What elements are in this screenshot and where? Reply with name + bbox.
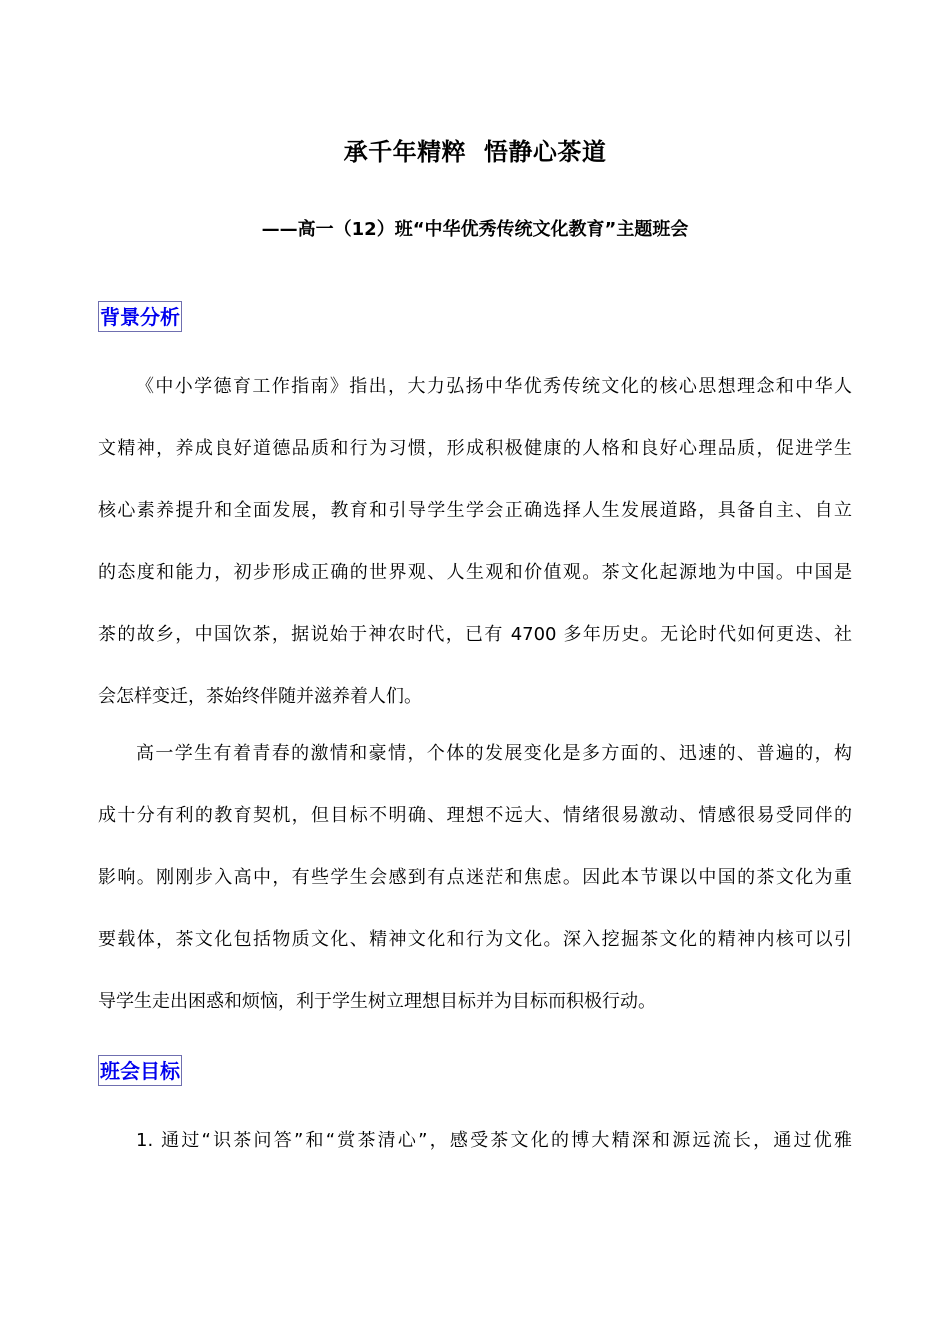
section-heading-background: 背景分析	[98, 301, 182, 332]
paragraph-line: 1. 通过“识茶问答”和“赏茶清心”，感受茶文化的博大精深和源远流长，通过优雅	[136, 1130, 852, 1151]
paragraph-line: 会怎样变迁，茶始终伴随并滋养着人们。	[98, 686, 422, 707]
paragraph-line: 影响。刚刚步入高中，有些学生会感到有点迷茫和焦虑。因此本节课以中国的茶文化为重	[98, 867, 852, 888]
section-heading-goals: 班会目标	[98, 1055, 182, 1086]
document-title: 承千年精粹 悟静心茶道	[343, 138, 607, 166]
paragraph-line: 的态度和能力，初步形成正确的世界观、人生观和价值观。茶文化起源地为中国。中国是	[98, 562, 852, 583]
paragraph-line: 导学生走出困惑和烦恼，利于学生树立理想目标并为目标而积极行动。	[98, 991, 656, 1012]
paragraph-line: 成十分有利的教育契机，但目标不明确、理想不远大、情绪很易激动、情感很易受同伴的	[98, 805, 852, 826]
paragraph-line: 《中小学德育工作指南》指出，大力弘扬中华优秀传统文化的核心思想理念和中华人	[136, 376, 852, 397]
paragraph-line: 要载体，茶文化包括物质文化、精神文化和行为文化。深入挖掘茶文化的精神内核可以引	[98, 929, 852, 950]
paragraph-line: 茶的故乡，中国饮茶，据说始于神农时代，已有 4700 多年历史。无论时代如何更迭、社	[98, 624, 852, 645]
paragraph-line: 核心素养提升和全面发展，教育和引导学生学会正确选择人生发展道路，具备自主、自立	[98, 500, 852, 521]
document-subtitle: ——高一（12）班“中华优秀传统文化教育”主题班会	[261, 219, 689, 240]
paragraph-line: 文精神，养成良好道德品质和行为习惯，形成积极健康的人格和良好心理品质，促进学生	[98, 438, 852, 459]
paragraph-line: 高一学生有着青春的激情和豪情，个体的发展变化是多方面的、迅速的、普遍的，构	[136, 743, 852, 764]
